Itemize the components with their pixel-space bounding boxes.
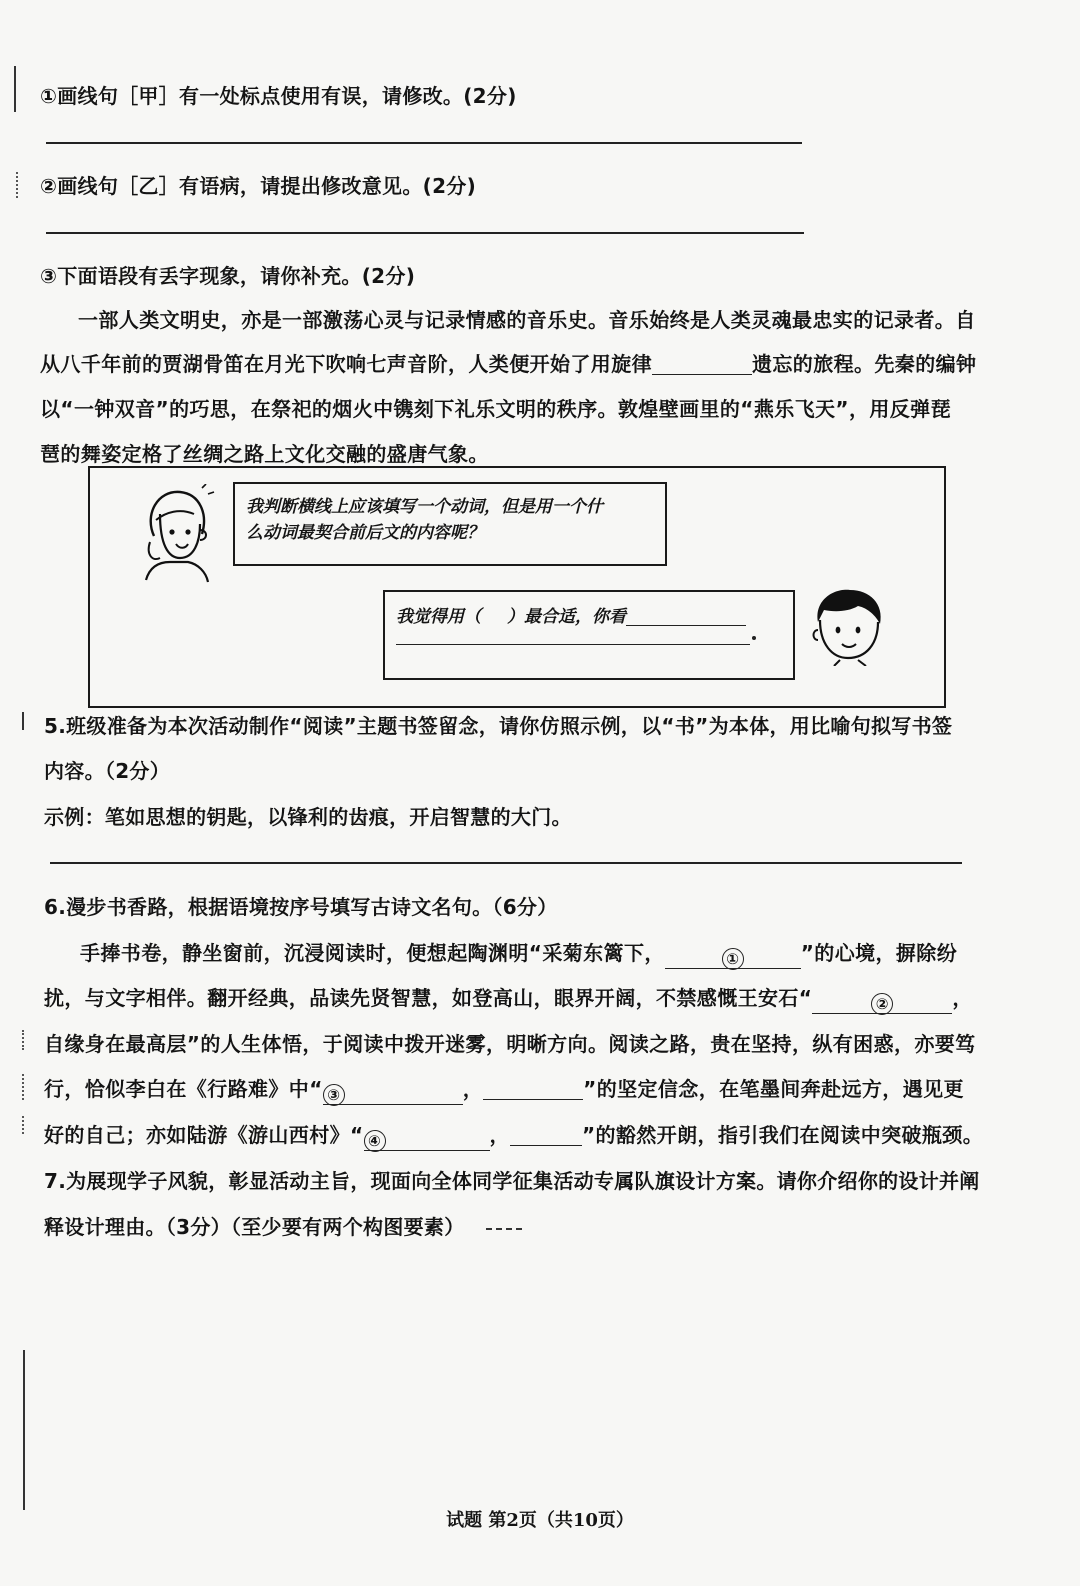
q3-blank[interactable] <box>652 354 752 375</box>
q6-blank-3a[interactable]: ③ <box>323 1084 463 1105</box>
boy-speech-line: 我觉得用（ ）最合适，你看 <box>396 602 746 627</box>
boy-answer-blank[interactable] <box>626 609 746 626</box>
q1-answer-line[interactable] <box>46 142 802 144</box>
q6-line: 好的自己；亦如陆游《游山西村》“ ④ ， ”的豁然开朗，指引我们在阅读中突破瓶颈。 <box>44 1123 984 1150</box>
q2-answer-line[interactable] <box>46 232 804 234</box>
q2-label: ②画线句［乙］有语病，请提出修改意见。(2分) <box>40 174 477 198</box>
q6-title: 6.漫步书香路，根据语境按序号填写古诗文名句。（6分） <box>44 895 558 919</box>
q6-line: 手捧书卷，静坐窗前，沉浸阅读时，便想起陶渊明“采菊东篱下， ① ”的心境，摒除纷 <box>80 941 958 968</box>
margin-dots <box>16 172 20 198</box>
q6-line: 扰，与文字相伴。翻开经典，品读先贤智慧，如登高山，眼界开阔，不禁感慨王安石“ ② ， <box>44 986 973 1013</box>
q3-paragraph-line: 从八千年前的贾湖骨笛在月光下吹响七声音阶，人类便开始了用旋律 遗忘的旅程。先秦的编钟 <box>40 352 977 376</box>
q3-label: ③下面语段有丢字现象，请你补充。(2分) <box>40 264 416 288</box>
margin-dots <box>22 1030 26 1050</box>
q3-paragraph-line: 琶的舞姿定格了丝绸之路上文化交融的盛唐气象。 <box>40 442 489 466</box>
q6-blank-2[interactable]: ② <box>812 993 952 1014</box>
q3-paragraph-line: 以“一钟双音”的巧思，在祭祀的烟火中镌刻下礼乐文明的秩序。敦煌壁画里的“燕乐飞天”，用反弹琵 <box>40 397 951 421</box>
period-mark <box>752 636 756 640</box>
boy-illustration <box>810 586 888 666</box>
q6-blank-1[interactable]: ① <box>665 948 801 969</box>
girl-illustration <box>136 484 216 584</box>
q7-label-line: 7.为展现学子风貌，彰显活动主旨，现面向全体同学征集活动专属队旗设计方案。请你介绍你的设计并阐 <box>44 1169 980 1193</box>
q1-label: ①画线句［甲］有一处标点使用有误，请修改。(2分) <box>40 84 517 108</box>
margin-bar <box>14 66 16 112</box>
page-footer: 试题 第2页（共10页） <box>446 1510 634 1531</box>
q6-line: 自缘身在最高层”的人生体悟，于阅读中拨开迷雾，明晰方向。阅读之路，贵在坚持，纵有困惑，亦要笃 <box>44 1032 976 1056</box>
margin-bar <box>22 712 24 730</box>
q6-blank-3b[interactable] <box>483 1079 583 1100</box>
margin-bar <box>23 1350 25 1510</box>
q5-answer-line[interactable] <box>50 862 962 864</box>
margin-dots <box>22 1116 26 1134</box>
margin-dots <box>22 1074 26 1100</box>
girl-speech-line: 我判断横线上应该填写一个动词，但是用一个什 <box>246 497 603 517</box>
boy-answer-line[interactable] <box>396 644 750 645</box>
girl-speech-line: 么动词最契合前后文的内容呢？ <box>246 523 484 543</box>
q6-line: 行，恰似李白在《行路难》中“ ③ ， ”的坚定信念，在笔墨间奔赴远方，遇见更 <box>44 1077 964 1104</box>
q5-label-line: 内容。（2分） <box>44 759 171 783</box>
q5-label-line: 5.班级准备为本次活动制作“阅读”主题书签留念，请你仿照示例，以“书”为本体，用比喻句拟写书签 <box>44 714 953 738</box>
q7-label-line: 释设计理由。（3分）（至少要有两个构图要素） <box>44 1215 465 1239</box>
q6-blank-4a[interactable]: ④ <box>364 1130 490 1151</box>
q6-blank-4b[interactable] <box>510 1125 582 1146</box>
q3-paragraph-line: 一部人类文明史，亦是一部激荡心灵与记录情感的音乐史。音乐始终是人类灵魂最忠实的记录者。自 <box>78 308 976 332</box>
q7-answer-area[interactable] <box>486 1228 522 1230</box>
q5-example: 示例：笔如思想的钥匙，以锋利的齿痕，开启智慧的大门。 <box>44 805 572 829</box>
